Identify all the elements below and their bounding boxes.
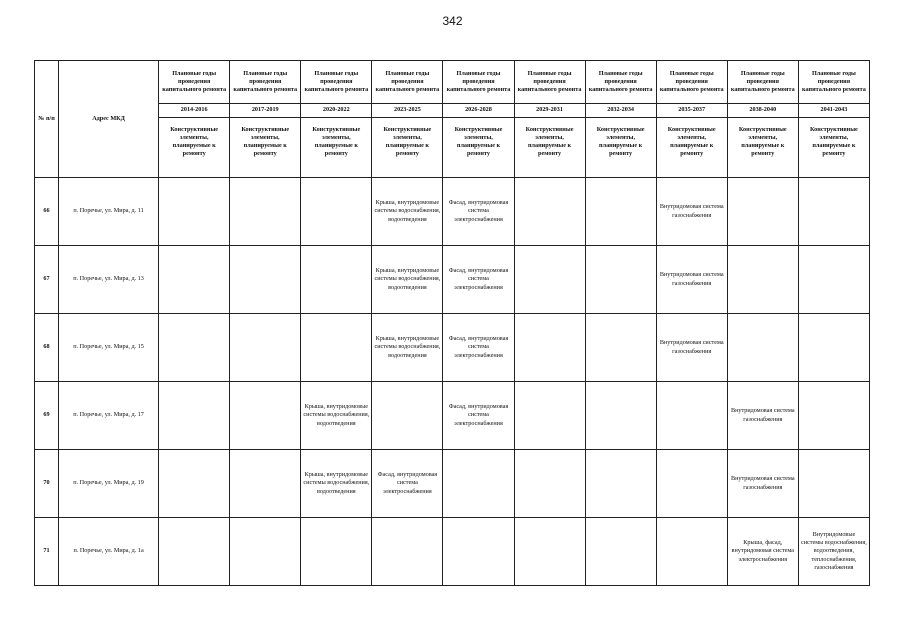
repair-elements-cell (585, 246, 656, 314)
repair-elements-cell (159, 518, 230, 586)
repair-elements-cell: Фасад, внутридомовая система электроснабжения (443, 382, 514, 450)
repair-elements-cell: Крыша, внутридомовые системы водоснабжения, водоотведения (372, 246, 443, 314)
table-row (35, 178, 870, 246)
num-header: № п/п (35, 61, 59, 178)
repair-elements-cell (443, 450, 514, 518)
period-title-header: Плановые годы проведения капитального ремонта (585, 61, 656, 104)
repair-elements-cell: Крыша, внутридомовые системы водоснабжения, водоотведения (301, 450, 372, 518)
period-elements-header: Конструктивные элементы, планируемые к ремонту (656, 118, 727, 178)
repair-elements-cell (159, 450, 230, 518)
repair-elements-cell (514, 246, 585, 314)
row-number-cell: 70 (35, 450, 59, 518)
period-years-header: 2014-2016 (159, 104, 230, 118)
repair-elements-cell (727, 246, 798, 314)
repair-elements-cell (798, 382, 869, 450)
period-title-header: Плановые годы проведения капитального ремонта (656, 61, 727, 104)
repair-elements-cell (585, 382, 656, 450)
repair-elements-cell (656, 518, 727, 586)
period-elements-header: Конструктивные элементы, планируемые к ремонту (798, 118, 869, 178)
period-elements-header: Конструктивные элементы, планируемые к ремонту (514, 118, 585, 178)
repair-elements-cell (301, 314, 372, 382)
period-elements-header: Конструктивные элементы, планируемые к ремонту (727, 118, 798, 178)
repair-elements-cell (514, 178, 585, 246)
table-row (35, 450, 870, 518)
repair-elements-cell (798, 246, 869, 314)
repair-elements-cell (798, 178, 869, 246)
period-elements-header: Конструктивные элементы, планируемые к ремонту (159, 118, 230, 178)
row-number-cell: 69 (35, 382, 59, 450)
period-title-header: Плановые годы проведения капитального ремонта (301, 61, 372, 104)
repair-elements-cell (230, 178, 301, 246)
address-cell: п. Поречье, ул. Мира, д. 1а (59, 518, 159, 586)
address-cell: п. Поречье, ул. Мира, д. 15 (59, 314, 159, 382)
repair-elements-cell (230, 382, 301, 450)
period-elements-header: Конструктивные элементы, планируемые к ремонту (301, 118, 372, 178)
address-cell: п. Поречье, ул. Мира, д. 17 (59, 382, 159, 450)
table-row (35, 246, 870, 314)
period-title-header: Плановые годы проведения капитального ремонта (727, 61, 798, 104)
repair-elements-cell: Внутридомовые системы водоснабжения, водоотведения, теплоснабжения, газоснабжения (798, 518, 869, 586)
period-title-header: Плановые годы проведения капитального ремонта (443, 61, 514, 104)
period-years-header: 2026-2028 (443, 104, 514, 118)
period-title-header: Плановые годы проведения капитального ремонта (159, 61, 230, 104)
repair-elements-cell (301, 178, 372, 246)
repair-elements-cell: Крыша, внутридомовые системы водоснабжения, водоотведения (372, 314, 443, 382)
repair-elements-cell (372, 382, 443, 450)
period-years-header: 2029-2031 (514, 104, 585, 118)
repair-elements-cell (585, 450, 656, 518)
repair-elements-cell: Фасад, внутридомовая система электроснабжения (443, 314, 514, 382)
repair-elements-cell (798, 314, 869, 382)
repair-elements-cell (727, 178, 798, 246)
repair-elements-cell (159, 382, 230, 450)
repair-elements-cell (230, 450, 301, 518)
table-row (35, 518, 870, 586)
period-title-header: Плановые годы проведения капитального ремонта (230, 61, 301, 104)
address-header: Адрес МКД (59, 61, 159, 178)
repair-elements-cell (585, 314, 656, 382)
address-cell: п. Поречье, ул. Мира, д. 13 (59, 246, 159, 314)
repair-elements-cell: Фасад, внутридомовая система электроснабжения (443, 178, 514, 246)
address-cell: п. Поречье, ул. Мира, д. 11 (59, 178, 159, 246)
period-years-header: 2017-2019 (230, 104, 301, 118)
repair-elements-cell (727, 314, 798, 382)
period-elements-header: Конструктивные элементы, планируемые к ремонту (443, 118, 514, 178)
repair-elements-cell (159, 314, 230, 382)
repair-elements-cell (656, 450, 727, 518)
period-elements-header: Конструктивные элементы, планируемые к ремонту (372, 118, 443, 178)
table-body (35, 178, 870, 586)
address-cell: п. Поречье, ул. Мира, д. 19 (59, 450, 159, 518)
row-number-cell: 67 (35, 246, 59, 314)
period-years-header: 2020-2022 (301, 104, 372, 118)
repair-elements-cell (443, 518, 514, 586)
repair-elements-cell (230, 518, 301, 586)
repair-elements-cell (585, 518, 656, 586)
repair-elements-cell: Внутридомовая система газоснабжения (656, 246, 727, 314)
repair-elements-cell (514, 450, 585, 518)
table-row (35, 314, 870, 382)
repair-elements-cell (514, 518, 585, 586)
repair-elements-cell: Внутридомовая система газоснабжения (727, 382, 798, 450)
table-row (35, 382, 870, 450)
repair-elements-cell (514, 314, 585, 382)
header-row-years (35, 104, 870, 118)
period-years-header: 2023-2025 (372, 104, 443, 118)
repair-elements-cell: Крыша, внутридомовые системы водоснабжения, водоотведения (372, 178, 443, 246)
header-row-titles (35, 61, 870, 104)
repair-elements-cell: Фасад, внутридомовая система электроснабжения (443, 246, 514, 314)
period-elements-header: Конструктивные элементы, планируемые к ремонту (585, 118, 656, 178)
repair-elements-cell (585, 178, 656, 246)
repair-elements-cell: Крыша, внутридомовые системы водоснабжения, водоотведения (301, 382, 372, 450)
repair-schedule-table (34, 60, 870, 586)
repair-elements-cell: Внутридомовая система газоснабжения (727, 450, 798, 518)
repair-elements-cell (798, 450, 869, 518)
repair-elements-cell: Внутридомовая система газоснабжения (656, 314, 727, 382)
period-years-header: 2041-2043 (798, 104, 869, 118)
repair-elements-cell (301, 518, 372, 586)
repair-elements-cell (230, 246, 301, 314)
page-number: 342 (442, 14, 463, 28)
period-elements-header: Конструктивные элементы, планируемые к ремонту (230, 118, 301, 178)
period-title-header: Плановые годы проведения капитального ремонта (372, 61, 443, 104)
repair-elements-cell (230, 314, 301, 382)
row-number-cell: 71 (35, 518, 59, 586)
repair-elements-cell (159, 178, 230, 246)
repair-elements-cell: Фасад, внутридомовая система электроснабжения (372, 450, 443, 518)
row-number-cell: 68 (35, 314, 59, 382)
repair-elements-cell: Внутридомовая система газоснабжения (656, 178, 727, 246)
repair-elements-cell (159, 246, 230, 314)
row-number-cell: 66 (35, 178, 59, 246)
repair-elements-cell: Крыша, фасад, внутридомовая система электроснабжения (727, 518, 798, 586)
period-years-header: 2032-2034 (585, 104, 656, 118)
period-title-header: Плановые годы проведения капитального ремонта (514, 61, 585, 104)
repair-elements-cell (301, 246, 372, 314)
period-years-header: 2038-2040 (727, 104, 798, 118)
header-row-elements (35, 118, 870, 178)
period-years-header: 2035-2037 (656, 104, 727, 118)
period-title-header: Плановые годы проведения капитального ремонта (798, 61, 869, 104)
repair-elements-cell (656, 382, 727, 450)
repair-elements-cell (372, 518, 443, 586)
repair-elements-cell (514, 382, 585, 450)
